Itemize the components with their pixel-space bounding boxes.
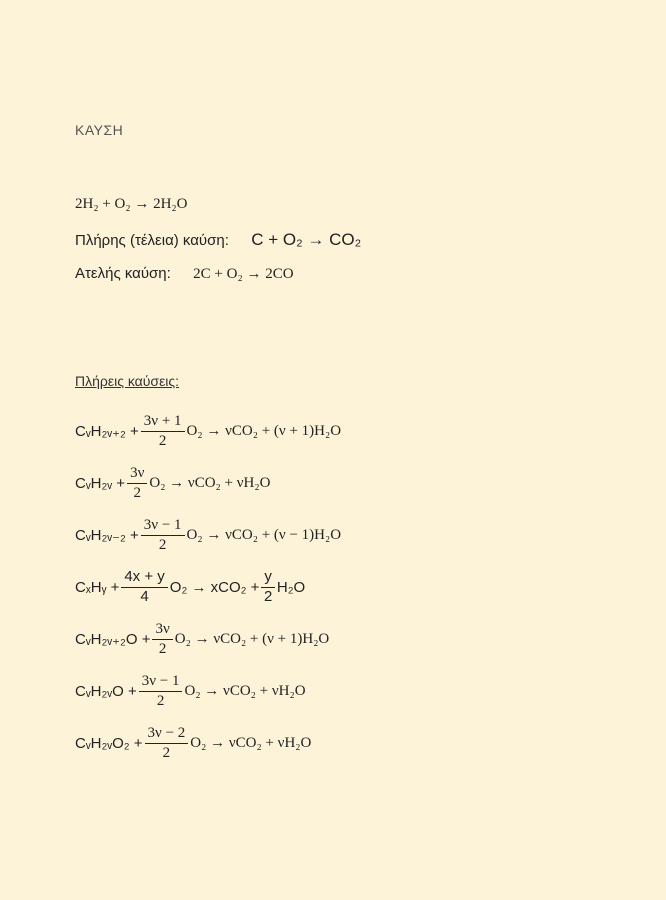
fraction-numerator: 3ν − 1: [141, 516, 185, 536]
incomplete-combustion-line: [75, 265, 294, 283]
water-formation-equation: [75, 196, 187, 213]
equation-text: 2H₂ + O₂ → 2H₂O: [75, 196, 188, 212]
fraction-denominator: 2: [158, 641, 167, 657]
complete-combustion-equation: C + O₂ → CO₂: [251, 230, 362, 249]
water-coefficient-fraction: [261, 568, 275, 606]
equation-row: [75, 561, 341, 613]
equation-right: O₂ → νCO₂ + νH₂O: [149, 474, 271, 491]
complete-combustion-line: [75, 230, 361, 250]
fraction-numerator: y: [261, 568, 275, 588]
equation-right: O₂ → νCO₂ + (ν + 1)H₂O: [186, 422, 342, 439]
coefficient-fraction: [152, 620, 172, 658]
coefficient-fraction: [139, 672, 183, 710]
equation-left: CᵥH₂ᵥO +: [75, 682, 137, 700]
equation-row: [75, 405, 341, 457]
fraction-denominator: 2: [158, 537, 167, 553]
page-title: ΚΑΥΣΗ: [75, 122, 124, 138]
fraction-numerator: 3ν: [152, 620, 172, 640]
equation-left: CₓHᵧ +: [75, 578, 120, 596]
coefficient-fraction: [127, 464, 147, 502]
equation-left: CᵥH₂ᵥ₊₂O +: [75, 631, 151, 648]
fraction-denominator: 2: [263, 588, 273, 605]
fraction-denominator: 4: [140, 588, 149, 605]
section-title: Πλήρεις καύσεις:: [75, 373, 180, 389]
fraction-numerator: 3ν − 2: [145, 724, 189, 744]
equation-right: O₂ → νCO₂ + (ν + 1)H₂O: [174, 630, 330, 647]
equation-row: [75, 457, 341, 509]
fraction-denominator: 2: [162, 745, 171, 761]
coefficient-fraction: [121, 568, 167, 606]
equation-right: O₂ → νCO₂ + νH₂O: [184, 682, 306, 699]
coefficient-fraction: [141, 516, 185, 554]
fraction-denominator: 2: [156, 693, 165, 709]
combustion-equations-list: [75, 405, 341, 769]
equation-middle: O₂ → xCO₂ +: [169, 578, 260, 596]
equation-right: O₂ → νCO₂ + (ν − 1)H₂O: [186, 526, 342, 543]
equation-row: [75, 613, 341, 665]
equation-left: CᵥH₂ᵥO₂ +: [75, 734, 143, 752]
fraction-numerator: 3ν + 1: [141, 412, 185, 432]
fraction-numerator: 3ν − 1: [139, 672, 183, 692]
fraction-denominator: 2: [158, 433, 167, 449]
coefficient-fraction: [145, 724, 189, 762]
fraction-numerator: 4x + y: [121, 568, 167, 588]
equation-left: CᵥH₂ᵥ +: [75, 474, 126, 492]
equation-row: [75, 717, 341, 769]
equation-left: CᵥH₂ᵥ₋₂ +: [75, 527, 139, 544]
equation-left: CᵥH₂ᵥ₊₂ +: [75, 423, 139, 440]
equation-right: O₂ → νCO₂ + νH₂O: [190, 734, 312, 751]
incomplete-combustion-equation: 2C + O₂ → 2CO: [193, 266, 294, 282]
equation-row: [75, 509, 341, 561]
incomplete-combustion-label: Ατελής καύση:: [75, 265, 171, 282]
fraction-denominator: 2: [133, 485, 141, 501]
fraction-numerator: 3ν: [127, 464, 147, 484]
equation-right: H₂O: [276, 578, 306, 596]
equation-row: [75, 665, 341, 717]
complete-combustion-label: Πλήρης (τέλεια) καύση:: [75, 232, 229, 249]
coefficient-fraction: [141, 412, 185, 450]
